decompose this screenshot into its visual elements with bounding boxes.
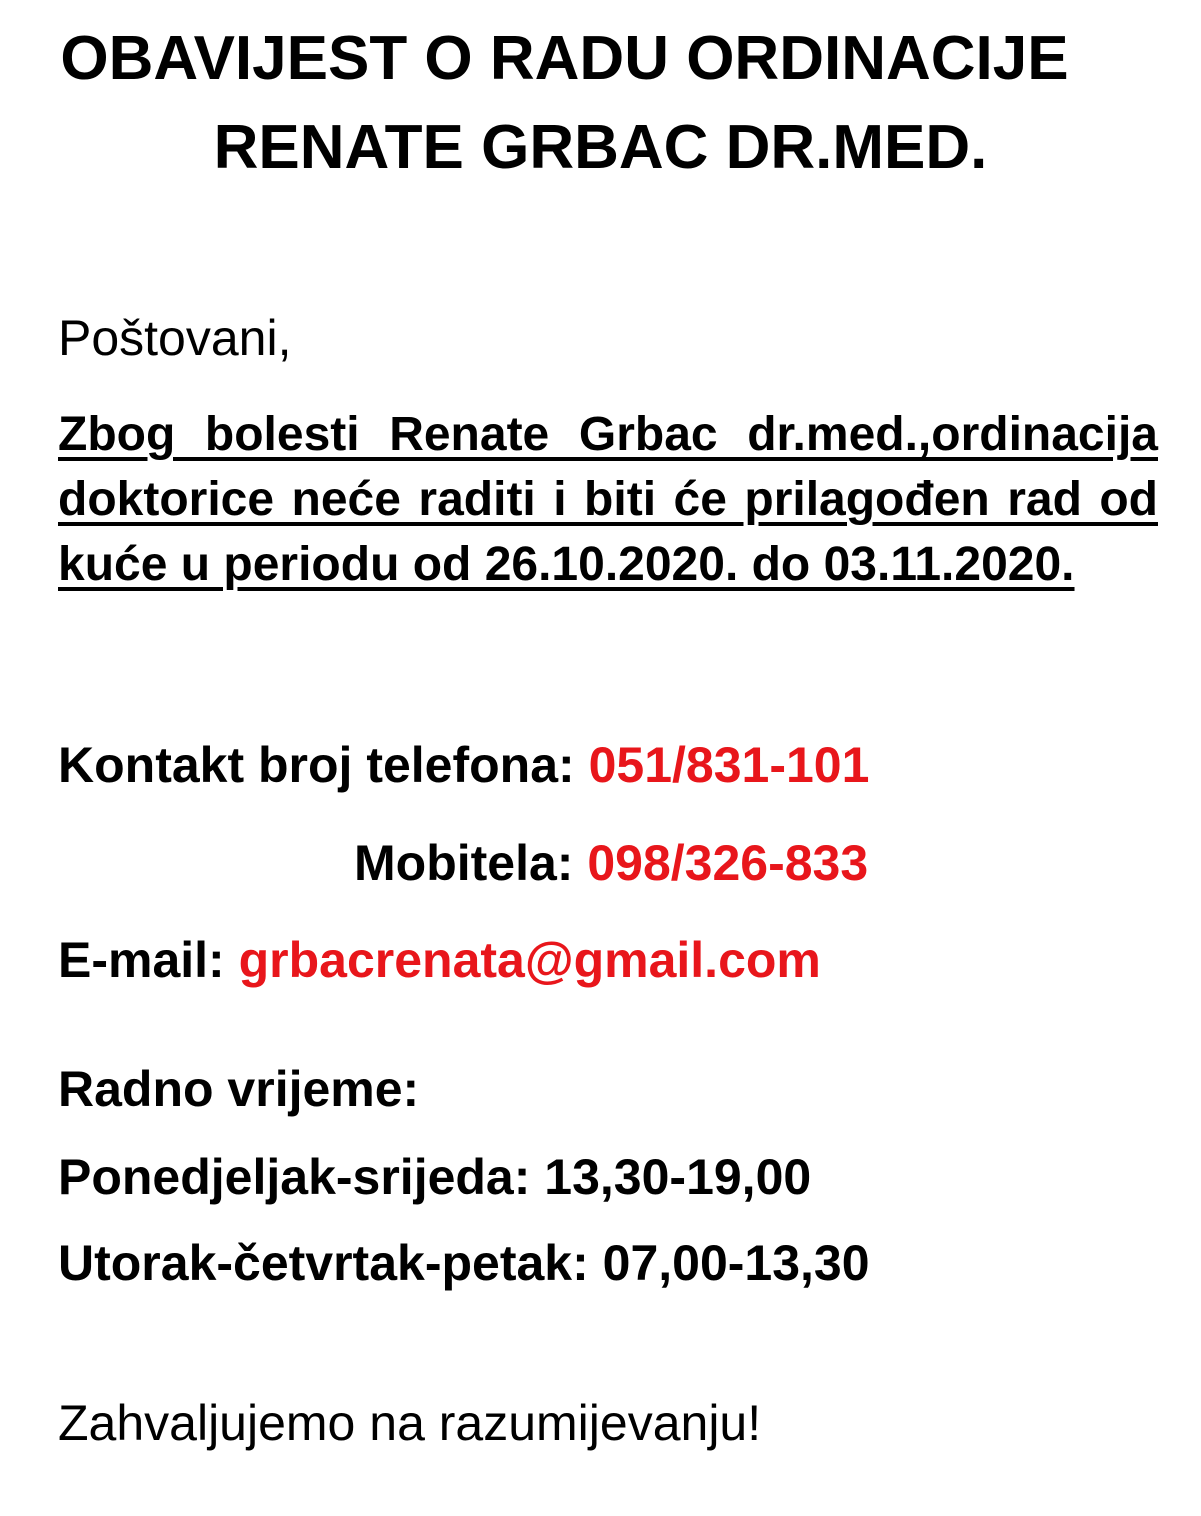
email-label: E-mail:: [58, 932, 225, 988]
hours-time: 07,00-13,30: [602, 1235, 870, 1291]
closure-notice: Zbog bolesti Renate Grbac dr.med.,ordinacija doktorice neće raditi i biti će prilagođen rad od kuće u periodu od 26.10.2020. do 03.11.2020.: [58, 408, 1158, 591]
mobile-contact: [354, 835, 869, 891]
working-hours-row: [58, 1149, 812, 1205]
working-hours-title: Radno vrijeme:: [58, 1061, 420, 1117]
phone-number[interactable]: 051/831-101: [588, 737, 870, 793]
phone-label: Kontakt broj telefona:: [58, 737, 575, 793]
working-hours-row: [58, 1235, 870, 1291]
email-address[interactable]: grbacrenata@gmail.com: [238, 932, 821, 988]
hours-days: Ponedjeljak-srijeda:: [58, 1149, 531, 1205]
email-contact: [58, 932, 821, 988]
closing-message: Zahvaljujemo na razumijevanju!: [58, 1395, 762, 1451]
phone-contact: [58, 737, 870, 793]
mobile-label: Mobitela:: [354, 835, 574, 891]
hours-time: 13,30-19,00: [544, 1149, 812, 1205]
mobile-number[interactable]: 098/326-833: [587, 835, 869, 891]
hours-days: Utorak-četvrtak-petak:: [58, 1235, 589, 1291]
title-line-1: OBAVIJEST O RADU ORDINACIJE: [60, 24, 1069, 93]
title-line-2: RENATE GRBAC DR.MED.: [213, 113, 988, 182]
greeting: Poštovani,: [58, 310, 292, 366]
